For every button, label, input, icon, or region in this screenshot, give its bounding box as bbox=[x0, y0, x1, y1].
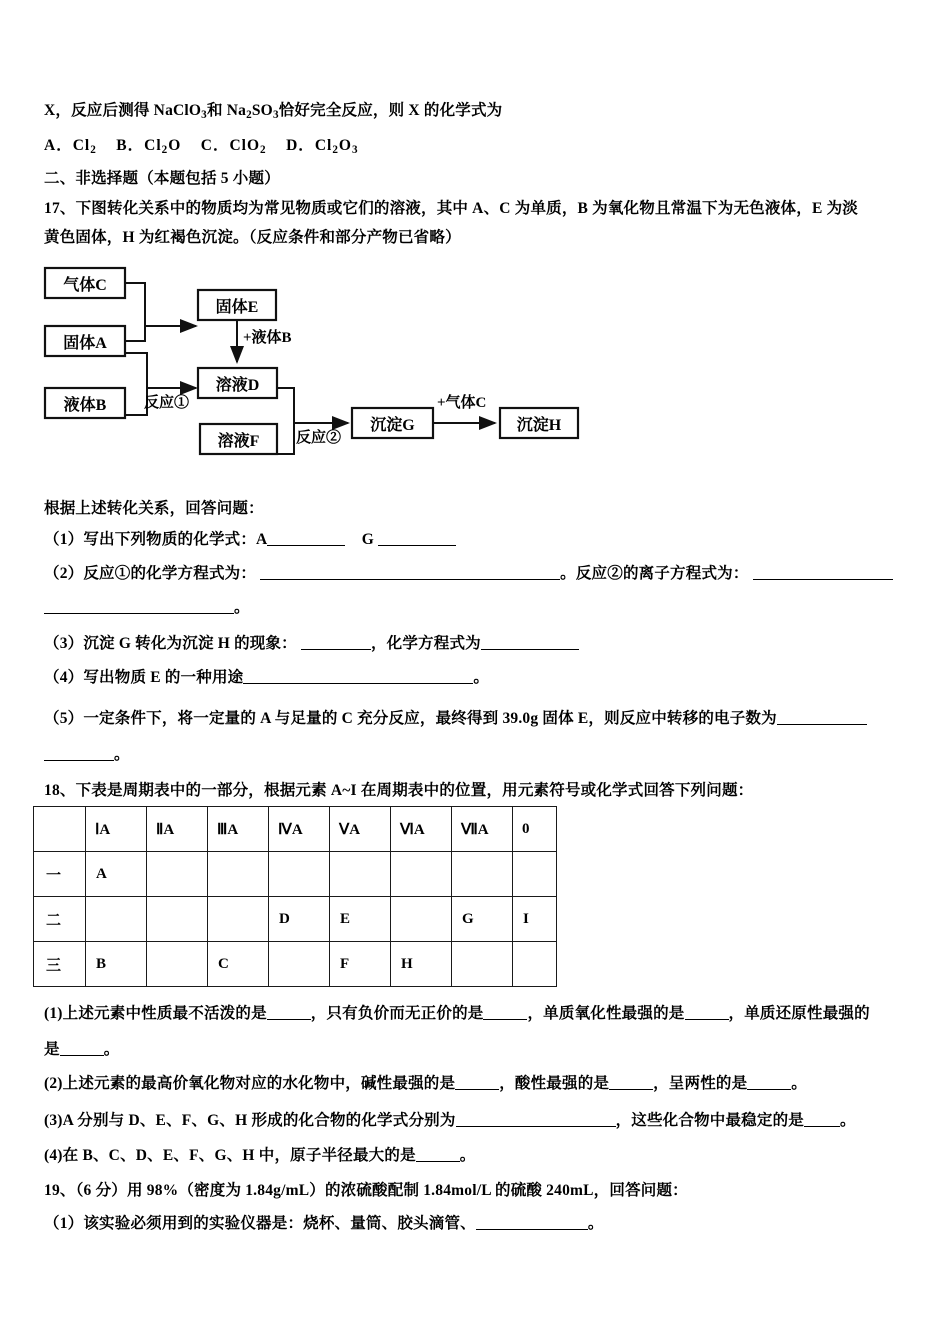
cell-p1-iia bbox=[147, 852, 208, 897]
cell-p2-iiia bbox=[208, 897, 269, 942]
table-period-2: 二 bbox=[34, 897, 86, 942]
option-a-sub: 2 bbox=[90, 143, 97, 156]
q18-p2-blank-3[interactable] bbox=[747, 1089, 791, 1090]
option-b-sub: 2 bbox=[161, 143, 169, 156]
cell-p1-zero bbox=[513, 852, 557, 897]
q17-p1-mid: G bbox=[361, 531, 375, 548]
q18-p2-b: ，酸性最强的是 bbox=[499, 1075, 610, 1092]
q17-p5-blank-1[interactable] bbox=[777, 724, 867, 725]
option-b-formula: Cl bbox=[144, 137, 162, 154]
table-period-3: 三 bbox=[34, 942, 86, 987]
q17-part-1 bbox=[44, 529, 924, 551]
top-question-stem bbox=[44, 100, 924, 123]
diagram-label-liquid-b: 液体B bbox=[63, 396, 107, 414]
table-header-iiia: ⅢA bbox=[208, 807, 269, 852]
cell-p3-ia: B bbox=[86, 942, 147, 987]
q19-p1-blank[interactable] bbox=[476, 1229, 588, 1230]
table-header-va: ⅤA bbox=[330, 807, 391, 852]
q17-part-2 bbox=[44, 563, 928, 585]
cell-p3-zero bbox=[513, 942, 557, 987]
q17-p4-text: （4）写出物质 E 的一种用途 bbox=[44, 669, 244, 686]
q17-p2-blank-3[interactable] bbox=[44, 613, 234, 614]
q18-p2-blank-2[interactable] bbox=[609, 1089, 653, 1090]
q17-p3-blank-1[interactable] bbox=[301, 649, 371, 650]
table-row bbox=[34, 897, 557, 942]
q18-p3-blank-2[interactable] bbox=[804, 1126, 840, 1127]
option-c-sub: 2 bbox=[260, 143, 267, 156]
option-d[interactable] bbox=[286, 137, 358, 154]
stem-sub-1: 3 bbox=[201, 108, 207, 121]
stem-text-mid: 和 Na bbox=[206, 102, 247, 119]
stem-sub-3: 3 bbox=[272, 108, 279, 121]
q19-part-1 bbox=[44, 1213, 924, 1235]
option-c[interactable] bbox=[201, 137, 267, 154]
q17-part-2-cont bbox=[44, 597, 924, 619]
option-a-formula: Cl bbox=[72, 137, 91, 154]
table-header-row bbox=[34, 807, 557, 852]
q17-p3-text-b: ，化学方程式为 bbox=[370, 635, 481, 652]
q18-part-1-cont bbox=[44, 1039, 924, 1061]
q19-p1-text: （1）该实验必须用到的实验仪器是：烧杯、量筒、胶头滴管、 bbox=[44, 1215, 476, 1232]
cell-p2-iia bbox=[147, 897, 208, 942]
q18-part-1 bbox=[44, 1003, 928, 1025]
stem-text-mid2: SO bbox=[251, 102, 273, 119]
diagram-label-precipitate-g: 沉淀G bbox=[370, 416, 415, 434]
option-d-sub: 2 bbox=[332, 143, 339, 156]
q18-p3-b: ，这些化合物中最稳定的是 bbox=[615, 1112, 804, 1129]
q18-p1-blank-3[interactable] bbox=[685, 1019, 729, 1020]
diagram-label-precipitate-h: 沉淀H bbox=[516, 416, 562, 434]
table-header-iia: ⅡA bbox=[147, 807, 208, 852]
question-17-stem bbox=[44, 194, 922, 253]
q18-p2-a: (2)上述元素的最高价氧化物对应的水化物中，碱性最强的是 bbox=[44, 1075, 456, 1092]
option-b[interactable] bbox=[116, 137, 181, 154]
q17-part-3 bbox=[44, 633, 924, 655]
question-19-stem: 19、（6 分）用 98%（密度为 1.84g/mL）的浓硫酸配制 1.84mol/L 的硫酸 240mL，回答问题： bbox=[44, 1182, 688, 1199]
transformation-flow-diagram bbox=[40, 258, 620, 468]
diagram-edge-label-add-gas-c: +气体C bbox=[437, 395, 487, 411]
question-18-stem: 18、下表是周期表中的一部分，根据元素 A~I 在周期表中的位置，用元素符号或化学式回答下列问题： bbox=[44, 782, 754, 799]
diagram-label-gas-c: 气体C bbox=[63, 276, 107, 294]
q17-p2-blank-1[interactable] bbox=[260, 579, 560, 580]
stem-sub-2: 2 bbox=[246, 108, 252, 121]
q18-p1-blank-1[interactable] bbox=[267, 1019, 311, 1020]
cell-p3-iia bbox=[147, 942, 208, 987]
cell-p1-va bbox=[330, 852, 391, 897]
q17-p1-text: （1）写出下列物质的化学式：A bbox=[44, 531, 268, 548]
q17-p2-blank-2[interactable] bbox=[753, 579, 893, 580]
q18-p2-blank-1[interactable] bbox=[455, 1089, 499, 1090]
q17-p2-text-a: （2）反应①的化学方程式为： bbox=[44, 565, 257, 582]
q17-p5-blank-2[interactable] bbox=[44, 760, 114, 761]
q18-p1-blank-2[interactable] bbox=[483, 1019, 527, 1020]
q17-p5-text: （5）一定条件下，将一定量的 A 与足量的 C 充分反应，最终得到 39.0g 固体 E，则反应中转移的电子数为 bbox=[44, 710, 777, 727]
stem-text-post: 恰好完全反应，则 X 的化学式为 bbox=[278, 102, 503, 119]
option-c-formula: ClO bbox=[229, 137, 261, 154]
q18-p1-tail: 。 bbox=[103, 1041, 120, 1058]
q18-p4-blank[interactable] bbox=[416, 1161, 460, 1162]
cell-p3-iva bbox=[269, 942, 330, 987]
option-a-label: A． bbox=[44, 137, 73, 154]
option-a[interactable] bbox=[44, 137, 97, 154]
top-question-options bbox=[44, 135, 924, 158]
option-c-label: C． bbox=[200, 137, 230, 154]
periodic-table bbox=[33, 806, 557, 987]
q17-p4-blank[interactable] bbox=[243, 683, 473, 684]
diagram-edge-label-reaction-2: 反应② bbox=[296, 430, 342, 446]
q17-part-4 bbox=[44, 667, 924, 689]
table-header-zero: 0 bbox=[513, 807, 557, 852]
table-row bbox=[34, 942, 557, 987]
q18-p1-a: (1)上述元素中性质最不活泼的是 bbox=[44, 1005, 267, 1022]
q17-ask-line: 根据上述转化关系，回答问题： bbox=[44, 500, 264, 517]
cell-p2-zero: I bbox=[513, 897, 557, 942]
cell-p1-viia bbox=[452, 852, 513, 897]
cell-p2-ia bbox=[86, 897, 147, 942]
q17-stem-line-1: 17、下图转化关系中的物质均为常见物质或它们的溶液，其中 A、C 为单质，B 为氧化物且常温下为无色液体，E 为淡 bbox=[44, 200, 858, 217]
q17-p2-tail: 。 bbox=[234, 599, 250, 616]
q18-p1-d: ，单质还原性最强的 bbox=[728, 1005, 870, 1022]
q17-part-5 bbox=[44, 708, 928, 730]
diagram-label-solution-f: 溶液F bbox=[217, 432, 260, 450]
q17-p5-tail: 。 bbox=[114, 746, 130, 763]
option-d-formula: Cl bbox=[314, 137, 333, 154]
table-header-corner bbox=[34, 807, 86, 852]
option-b-tail: O bbox=[168, 137, 182, 154]
q18-p4-tail: 。 bbox=[459, 1147, 476, 1164]
table-header-via: ⅥA bbox=[391, 807, 452, 852]
q18-p3-tail: 。 bbox=[839, 1112, 856, 1129]
table-row bbox=[34, 852, 557, 897]
q17-p1-blank-a[interactable] bbox=[267, 545, 345, 546]
q19-p1-tail: 。 bbox=[587, 1215, 604, 1232]
cell-p3-iiia: C bbox=[208, 942, 269, 987]
table-period-1: 一 bbox=[34, 852, 86, 897]
option-d-label: D． bbox=[286, 137, 315, 154]
cell-p2-via bbox=[391, 897, 452, 942]
diagram-edge-label-add-liquid-b: +液体B bbox=[243, 330, 292, 346]
cell-p3-viia bbox=[452, 942, 513, 987]
cell-p3-va: F bbox=[330, 942, 391, 987]
cell-p1-iiia bbox=[208, 852, 269, 897]
q17-p1-blank-g[interactable] bbox=[378, 545, 456, 546]
q17-p4-tail: 。 bbox=[473, 669, 490, 686]
option-d-sub2: 3 bbox=[351, 143, 359, 156]
q17-p2-text-b: 。反应②的离子方程式为： bbox=[560, 565, 749, 582]
q18-p1-e: 是 bbox=[44, 1041, 60, 1058]
cell-p1-iva bbox=[269, 852, 330, 897]
option-b-label: B． bbox=[116, 137, 145, 154]
q18-p4-a: (4)在 B、C、D、E、F、G、H 中，原子半径最大的是 bbox=[44, 1147, 416, 1164]
cell-p2-viia: G bbox=[452, 897, 513, 942]
q17-p3-blank-2[interactable] bbox=[481, 649, 579, 650]
q18-part-4 bbox=[44, 1145, 924, 1167]
periodic-table-fragment bbox=[33, 806, 557, 987]
q17-stem-line-2: 黄色固体，H 为红褐色沉淀。（反应条件和部分产物已省略） bbox=[44, 229, 461, 247]
q18-p3-a: (3)A 分别与 D、E、F、G、H 形成的化合物的化学式分别为 bbox=[44, 1112, 456, 1129]
section-heading: 二、非选择题（本题包括 5 小题） bbox=[44, 170, 280, 187]
cell-p2-va: E bbox=[330, 897, 391, 942]
diagram-edge-label-reaction-1: 反应① bbox=[144, 395, 190, 411]
q18-p3-blank-1[interactable] bbox=[456, 1126, 616, 1127]
q18-p1-c: ，单质氧化性最强的是 bbox=[527, 1005, 685, 1022]
diagram-label-solution-d: 溶液D bbox=[215, 376, 260, 394]
cell-p1-via bbox=[391, 852, 452, 897]
q18-part-3 bbox=[44, 1110, 928, 1132]
cell-p2-iva: D bbox=[269, 897, 330, 942]
q18-p2-tail: 。 bbox=[791, 1075, 807, 1092]
cell-p3-via: H bbox=[391, 942, 452, 987]
cell-p1-ia: A bbox=[86, 852, 147, 897]
table-header-iva: ⅣA bbox=[269, 807, 330, 852]
q17-part-5-cont bbox=[44, 744, 924, 766]
q18-p1-blank-4[interactable] bbox=[60, 1055, 104, 1056]
option-d-tail: O bbox=[338, 137, 352, 154]
q17-p3-text-a: （3）沉淀 G 转化为沉淀 H 的现象： bbox=[44, 635, 297, 652]
q18-part-2 bbox=[44, 1073, 924, 1095]
table-header-ia: ⅠA bbox=[86, 807, 147, 852]
q18-p2-c: ，呈两性的是 bbox=[653, 1075, 748, 1092]
stem-text-pre: X，反应后测得 NaClO bbox=[44, 102, 202, 119]
diagram-label-solid-e: 固体E bbox=[215, 298, 259, 316]
q18-p1-b: ，只有负价而无正价的是 bbox=[310, 1005, 484, 1022]
table-header-viia: ⅦA bbox=[452, 807, 513, 852]
diagram-label-solid-a: 固体A bbox=[63, 334, 107, 352]
